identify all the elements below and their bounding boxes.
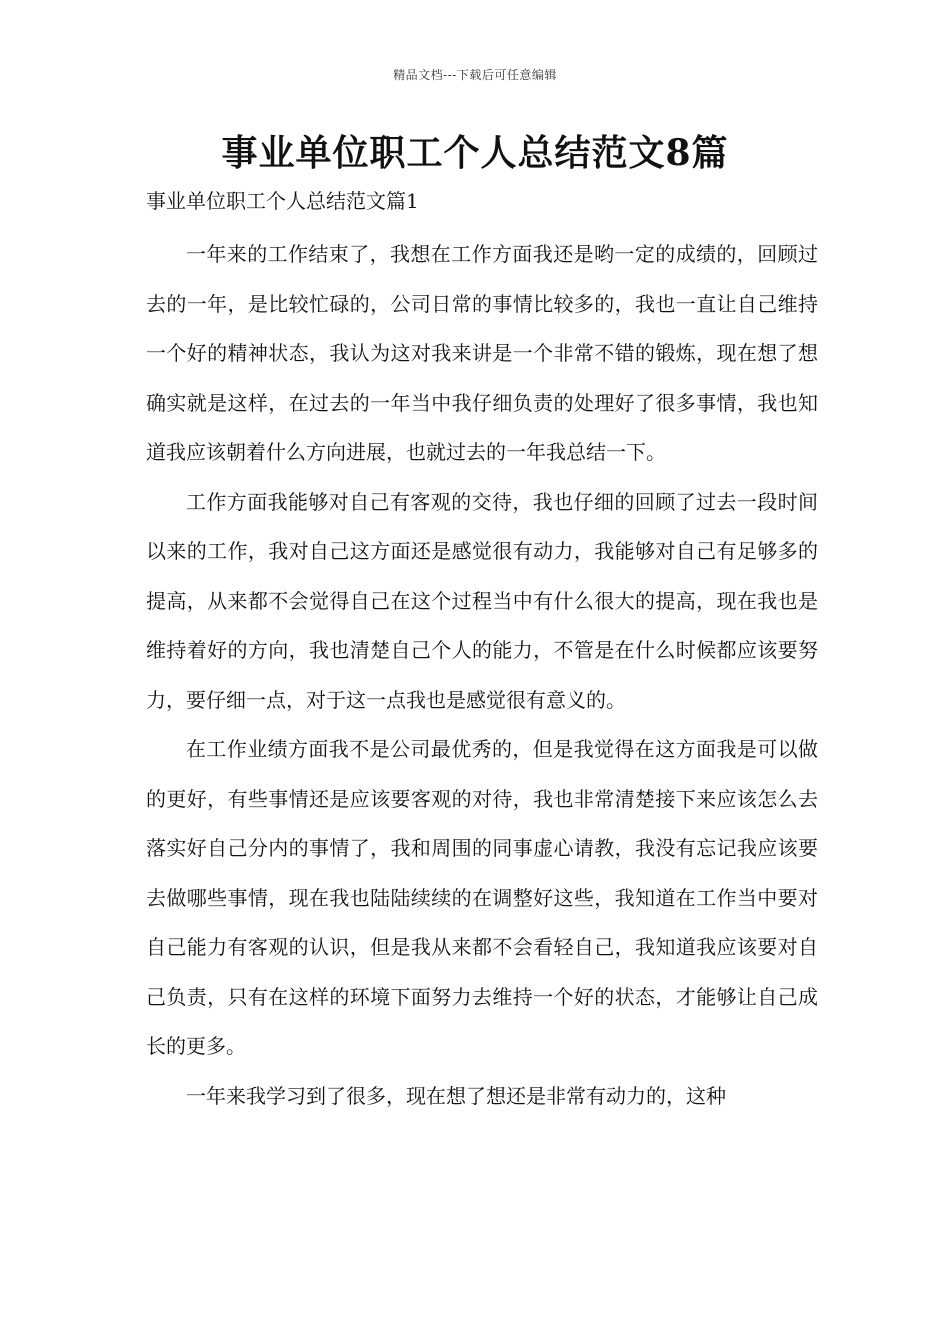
body-text xyxy=(146,230,818,1121)
paragraph: 一年来我学习到了很多，现在想了想还是非常有动力的，这种 xyxy=(186,1083,726,1108)
paragraph: 工作方面我能够对自己有客观的交待，我也仔细的回顾了过去一段时间以来的工作，我对自己这方面还是感觉很有动力，我能够对自己有足够多的提高，从来都不会觉得自己在这个过程当中有什么很大的提高，现在我也是维持着好的方向，我也清楚自己个人的能力，不管是在什么时候都应该要努力，要仔细一点，对于这一点我也是感觉很有意义的。 xyxy=(146,489,818,712)
section-heading: 事业单位职工个人总结范文篇1 xyxy=(146,189,419,213)
document-title: 事业单位职工个人总结范文8篇 xyxy=(221,132,729,174)
header-note: 精品文档---下载后可任意编辑 xyxy=(393,68,557,82)
paragraph: 在工作业绩方面我不是公司最优秀的，但是我觉得在这方面我是可以做的更好，有些事情还是应该要客观的对待，我也非常清楚接下来应该怎么去落实好自己分内的事情了，我和周围的同事虚心请教，我没有忘记我应该要去做哪些事情，现在我也陆陆续续的在调整好这些，我知道在工作当中要对自己能力有客观的认识，但是我从来都不会看轻自己，我知道我应该要对自己负责，只有在这样的环境下面努力去维持一个好的状态，才能够让自己成长的更多。 xyxy=(146,737,818,1058)
paragraph: 一年来的工作结束了，我想在工作方面我还是哟一定的成绩的，回顾过去的一年，是比较忙碌的，公司日常的事情比较多的，我也一直让自己维持一个好的精神状态，我认为这对我来讲是一个非常不错的锻炼，现在想了想确实就是这样，在过去的一年当中我仔细负责的处理好了很多事情，我也知道我应该朝着什么方向进展，也就过去的一年我总结一下。 xyxy=(146,242,818,464)
